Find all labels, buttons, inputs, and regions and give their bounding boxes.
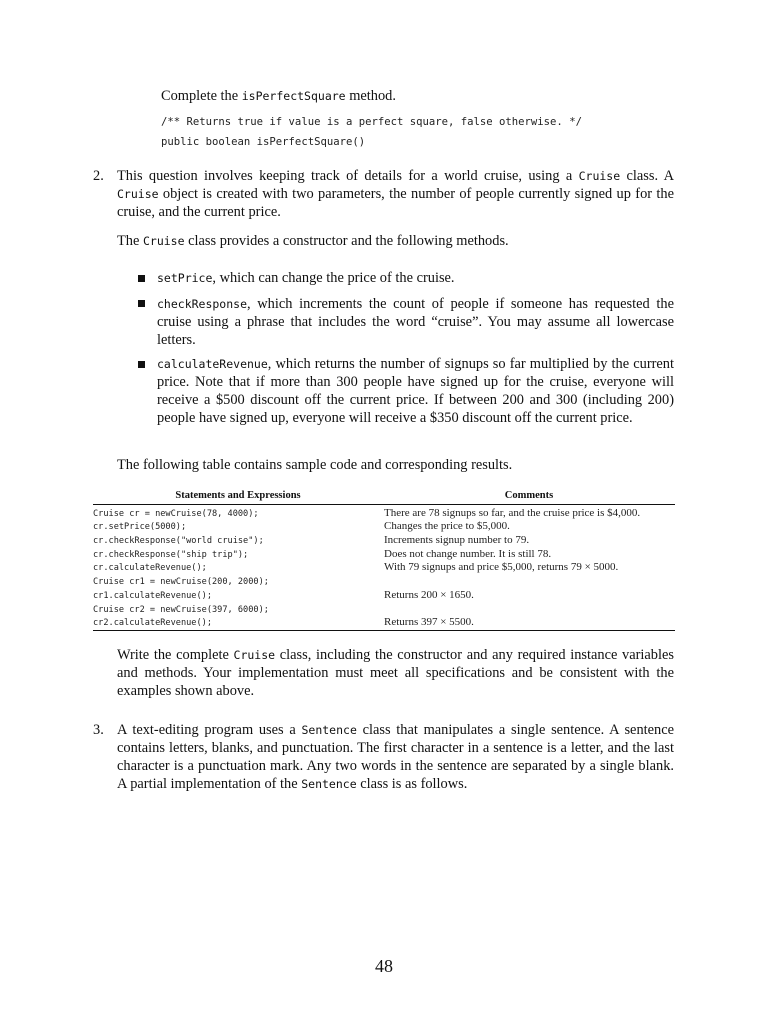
comment-cell	[383, 601, 675, 615]
comment-cell: Changes the price to $5,000.	[384, 520, 510, 533]
bullet-square-icon	[138, 275, 145, 282]
bullet-item-calculaterevenue: calculateRevenue, which returns the number of signups so far multiplied by the current price. Note that if more than 300 people have signed up for the cruise, everyone will receive a $500 discount off the current price. If between 200 and 300 (including 200) people have signed up, everyone will receive a $350 discount off the current price.	[157, 356, 674, 426]
code-comment-line: /** Returns true if value is a perfect square, false otherwise. */	[161, 116, 582, 128]
comment-cell: Does not change number. It is still 78.	[384, 547, 552, 560]
table-row	[93, 560, 675, 574]
statement-cell: Cruise cr1 = newCruise(200, 2000);	[93, 577, 269, 588]
comment-cell: With 79 signups and price $5,000, returns 79 × 5000.	[384, 561, 619, 574]
write-class-instruction: Write the complete Cruise class, including the constructor and any required instance variables and methods. Your implementation must meet all specifications and be consistent with the examples shown above.	[117, 647, 674, 699]
table-row	[93, 573, 675, 587]
statement-cell: cr2.calculateRevenue();	[93, 615, 383, 631]
bullet-square-icon	[138, 300, 145, 307]
statement-cell: Cruise cr2 = newCruise(397, 6000);	[93, 604, 269, 615]
question-3-paragraph: A text-editing program uses a Sentence class that manipulates a single sentence. A sentence contains letters, blanks, and punctuation. The first character in a sentence is a letter, and the last character is a punctuation mark. Any two words in the sentence are separated by a single blank. A partial implementation of the Sentence class is as follows.	[117, 722, 674, 792]
table-row	[93, 601, 675, 615]
table-row	[93, 505, 675, 519]
table-header-row	[93, 488, 675, 505]
question-3-number: 3.	[93, 722, 104, 738]
header-statements: Statements and Expressions	[93, 488, 383, 505]
bullet-item-setprice: setPrice, which can change the price of the cruise.	[157, 270, 455, 286]
question-2-paragraph-2: The Cruise class provides a constructor and the following methods.	[117, 233, 509, 249]
page-number: 48	[375, 956, 393, 976]
comment-cell: Returns 200 × 1650.	[384, 588, 474, 601]
statement-cell: cr.checkResponse("ship trip");	[93, 549, 249, 560]
intro-instruction	[161, 87, 675, 105]
statement-cell: cr.checkResponse("world cruise");	[93, 536, 264, 547]
question-2-paragraph-1: This question involves keeping track of details for a world cruise, using a Cruise class. A Cruise object is created with two parameters, the number of people currently signed up for the cruise, and the current price.	[117, 168, 674, 220]
table-row	[93, 546, 675, 560]
question-2-number: 2.	[93, 168, 104, 184]
sample-code-table	[93, 488, 675, 631]
statement-cell: Cruise cr = newCruise(78, 4000);	[93, 508, 259, 519]
comment-cell	[383, 573, 675, 587]
statement-cell: cr1.calculateRevenue();	[93, 590, 212, 601]
comment-cell: There are 78 signups so far, and the cruise price is $4,000.	[384, 506, 641, 519]
bullet-item-checkresponse: checkResponse, which increments the count of people if someone has requested the cruise using a phrase that includes the word “cruise”. You may assume all lowercase letters.	[157, 296, 674, 348]
header-comments: Comments	[383, 488, 675, 505]
comment-cell: Returns 397 × 5500.	[383, 615, 675, 631]
method-name: isPerfectSquare	[241, 89, 346, 103]
method-signature-code	[161, 112, 582, 152]
code-signature-line: public boolean isPerfectSquare()	[161, 136, 366, 148]
table-row	[93, 519, 675, 533]
table-row	[93, 615, 675, 631]
statement-cell: cr.calculateRevenue();	[93, 563, 207, 574]
table-intro: The following table contains sample code and corresponding results.	[117, 457, 513, 473]
statement-cell: cr.setPrice(5000);	[93, 522, 187, 533]
intro-text: Complete the	[161, 88, 242, 104]
comment-cell: Increments signup number to 79.	[384, 534, 530, 547]
bullet-square-icon	[138, 361, 145, 368]
intro-text-end: method.	[345, 88, 396, 104]
table-row	[93, 532, 675, 546]
table-row	[93, 587, 675, 601]
